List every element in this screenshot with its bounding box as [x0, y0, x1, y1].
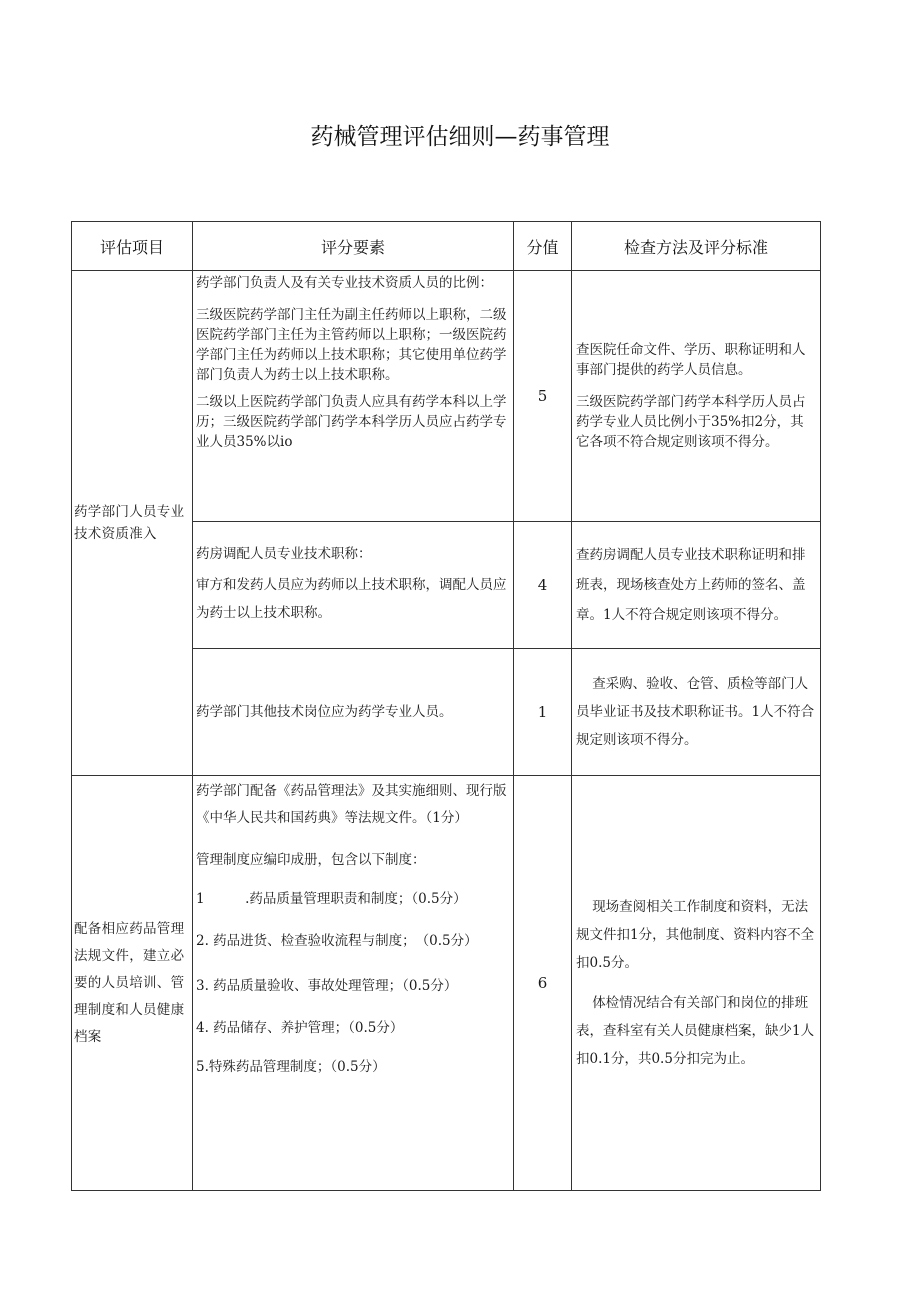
item-text: 药学部门人员专业技术资质准入 [74, 504, 185, 542]
item-cell [72, 271, 193, 776]
requirement-text: 2. 药品进货、检查验收流程与制度； （0.5分） [196, 933, 478, 949]
requirement-cell [193, 271, 514, 522]
method-text: 查药房调配人员专业技术职称证明和排班表，现场核查处方上药师的签名、盖章。1人不符合规定则该项不得分。 [576, 547, 806, 623]
method-text: 三级医院药学部门药学本科学历人员占药学专业人员比例小于35%扣2分，其它各项不符合规定则该项不得分。 [576, 394, 806, 450]
header-item: 评估项目 [72, 222, 193, 271]
method-text: 体检情况结合有关部门和岗位的排班表，查科室有关人员健康档案，缺少1人扣0.1分，共0.5分扣完为止。 [576, 995, 815, 1067]
score-cell: 4 [514, 522, 572, 649]
item-text: 配备相应药品管理法规文件，建立必要的人员培训、管理制度和人员健康档案 [74, 920, 185, 1045]
requirement-text: 药学部门其他技术岗位应为药学专业人员。 [196, 704, 453, 720]
header-score: 分值 [514, 222, 572, 271]
requirement-text: 三级医院药学部门主任为副主任药师以上职称，二级医院药学部门主任为主管药师以上职称；一级医院药学部门主任为药师以上技术职称；其它使用单位药学部门负责人为药士以上技术职称。 [196, 307, 507, 383]
method-cell [572, 649, 821, 776]
method-text: 查医院任命文件、学历、职称证明和人事部门提供的药学人员信息。 [576, 342, 806, 378]
method-text: 现场查阅相关工作制度和资料，无法规文件扣1分，其他制度、资料内容不全扣0.5分。 [576, 899, 815, 971]
requirement-text: 4. 药品储存、养护管理；（0.5分） [196, 1020, 404, 1036]
document-title: 药械管理评估细则—药事管理 [310, 124, 610, 150]
table-row [72, 271, 821, 522]
method-text: 查采购、验收、仓管、质检等部门人员毕业证书及技术职称证书。1人不符合规定则该项不得分。 [576, 676, 815, 748]
requirement-text: 审方和发药人员应为药师以上技术职称，调配人员应为药士以上技术职称。 [196, 576, 507, 621]
header-method: 检查方法及评分标准 [572, 222, 821, 271]
requirement-text: 管理制度应编印成册，包含以下制度： [196, 852, 426, 868]
requirement-text: 5.特殊药品管理制度；（0.5分） [196, 1059, 386, 1075]
method-cell [572, 522, 821, 649]
requirement-text: 二级以上医院药学部门负责人应具有药学本科以上学历；三级医院药学部门药学本科学历人员应占药学专业人员35%以io [196, 394, 507, 450]
header-row [72, 222, 821, 271]
requirement-text: 3. 药品质量验收、事故处理管理；（0.5分） [196, 978, 458, 994]
evaluation-table [71, 221, 821, 1191]
requirement-cell [193, 649, 514, 776]
requirement-text: 药学部门负责人及有关专业技术资质人员的比例： [196, 275, 493, 291]
header-requirement: 评分要素 [193, 222, 514, 271]
table-row [72, 776, 821, 1191]
score-cell: 1 [514, 649, 572, 776]
requirement-text: 药学部门配备《药品管理法》及其实施细则、现行版《中华人民共和国药典》等法规文件。（1分） [196, 783, 507, 826]
item-cell [72, 776, 193, 1191]
requirement-text: 药房调配人员专业技术职称： [196, 545, 372, 562]
method-cell [572, 271, 821, 522]
requirement-cell [193, 776, 514, 1191]
score-cell: 6 [514, 776, 572, 1191]
score-cell: 5 [514, 271, 572, 522]
requirement-text: 1 .药品质量管理职责和制度；（0.5分） [196, 891, 467, 907]
method-cell [572, 776, 821, 1191]
requirement-cell [193, 522, 514, 649]
